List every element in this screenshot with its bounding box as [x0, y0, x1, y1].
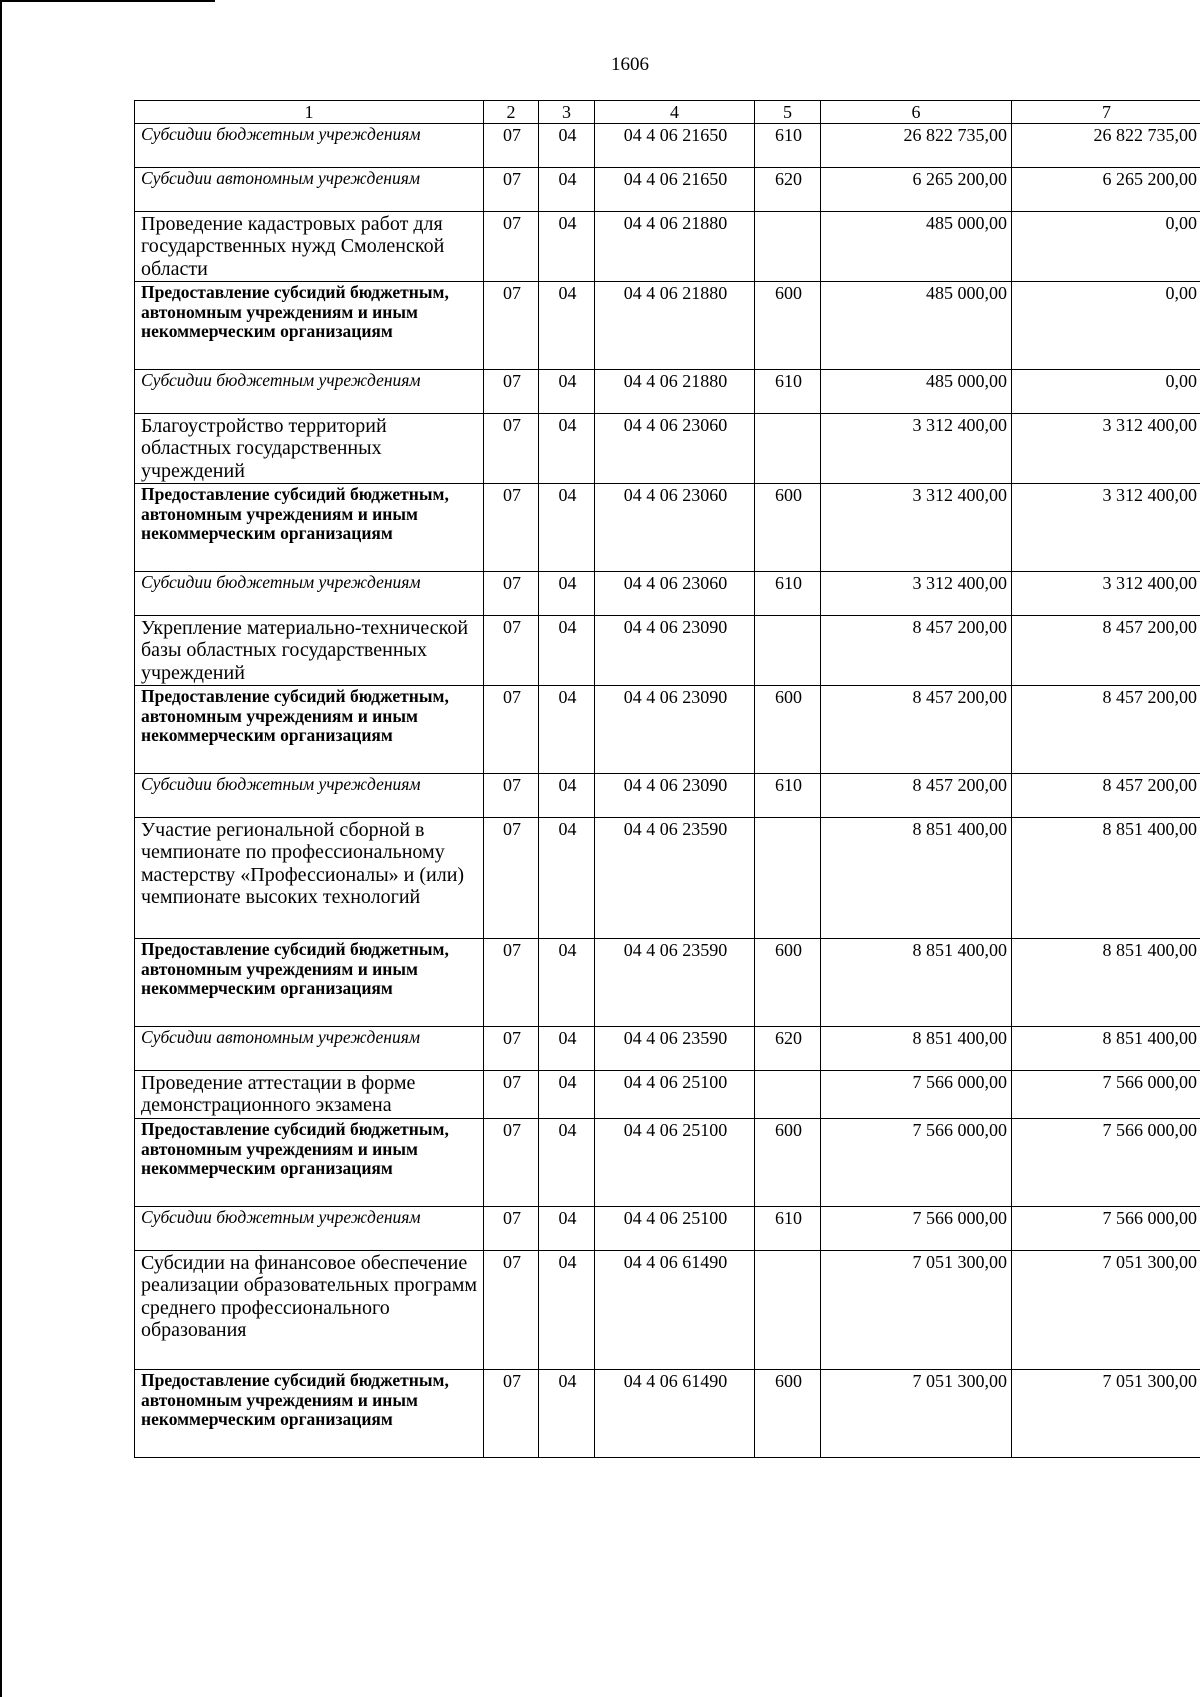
row-amount-year-2: 8 457 200,00	[1012, 774, 1200, 818]
row-amount-year-1: 8 457 200,00	[821, 774, 1012, 818]
row-section: 07	[484, 212, 539, 282]
row-amount-year-2: 26 822 735,00	[1012, 124, 1200, 168]
row-amount-year-2: 7 051 300,00	[1012, 1251, 1200, 1370]
row-amount-year-2: 7 566 000,00	[1012, 1071, 1200, 1119]
row-subsection: 04	[539, 1251, 595, 1370]
row-expense-type: 610	[755, 1207, 821, 1251]
budget-table-body	[135, 124, 1200, 1458]
row-section: 07	[484, 414, 539, 484]
row-amount-year-2: 3 312 400,00	[1012, 572, 1200, 616]
row-expense-type: 610	[755, 124, 821, 168]
row-amount-year-2: 3 312 400,00	[1012, 414, 1200, 484]
table-row	[135, 572, 1200, 616]
row-expense-type	[755, 414, 821, 484]
table-row	[135, 484, 1200, 572]
row-section: 07	[484, 124, 539, 168]
table-row	[135, 818, 1200, 939]
row-target-code: 04 4 06 23090	[595, 686, 755, 774]
table-row	[135, 1370, 1200, 1458]
row-amount-year-1: 8 457 200,00	[821, 686, 1012, 774]
row-section: 07	[484, 939, 539, 1027]
row-amount-year-1: 8 851 400,00	[821, 818, 1012, 939]
row-amount-year-2: 3 312 400,00	[1012, 484, 1200, 572]
row-subsection: 04	[539, 414, 595, 484]
column-header-6: 6	[821, 101, 1012, 124]
table-row	[135, 1207, 1200, 1251]
row-amount-year-2: 7 051 300,00	[1012, 1370, 1200, 1458]
row-name: Предоставление субсидий бюджетным, автономным учреждениям и иным некоммерческим организациям	[135, 1370, 484, 1458]
row-expense-type: 610	[755, 774, 821, 818]
row-subsection: 04	[539, 370, 595, 414]
table-row	[135, 370, 1200, 414]
row-section: 07	[484, 1207, 539, 1251]
row-amount-year-1: 6 265 200,00	[821, 168, 1012, 212]
row-amount-year-2: 6 265 200,00	[1012, 168, 1200, 212]
row-amount-year-1: 3 312 400,00	[821, 572, 1012, 616]
row-name: Предоставление субсидий бюджетным, автономным учреждениям и иным некоммерческим организациям	[135, 484, 484, 572]
row-subsection: 04	[539, 1027, 595, 1071]
row-amount-year-1: 7 051 300,00	[821, 1370, 1012, 1458]
row-name: Субсидии бюджетным учреждениям	[135, 774, 484, 818]
row-target-code: 04 4 06 61490	[595, 1251, 755, 1370]
row-target-code: 04 4 06 25100	[595, 1207, 755, 1251]
row-subsection: 04	[539, 1207, 595, 1251]
row-target-code: 04 4 06 21880	[595, 212, 755, 282]
table-row	[135, 1027, 1200, 1071]
row-expense-type	[755, 1251, 821, 1370]
table-row	[135, 939, 1200, 1027]
row-name: Субсидии бюджетным учреждениям	[135, 370, 484, 414]
table-row	[135, 616, 1200, 686]
row-section: 07	[484, 1027, 539, 1071]
row-amount-year-2: 0,00	[1012, 212, 1200, 282]
row-subsection: 04	[539, 124, 595, 168]
page-number: 1606	[611, 54, 649, 75]
row-subsection: 04	[539, 686, 595, 774]
row-name: Субсидии бюджетным учреждениям	[135, 572, 484, 616]
row-amount-year-1: 7 566 000,00	[821, 1207, 1012, 1251]
row-section: 07	[484, 774, 539, 818]
column-header-1: 1	[135, 101, 484, 124]
table-row	[135, 774, 1200, 818]
row-target-code: 04 4 06 23060	[595, 484, 755, 572]
row-expense-type: 600	[755, 282, 821, 370]
row-target-code: 04 4 06 23590	[595, 1027, 755, 1071]
row-expense-type: 610	[755, 370, 821, 414]
row-subsection: 04	[539, 1071, 595, 1119]
row-target-code: 04 4 06 23090	[595, 774, 755, 818]
row-target-code: 04 4 06 21880	[595, 370, 755, 414]
row-subsection: 04	[539, 616, 595, 686]
row-target-code: 04 4 06 23090	[595, 616, 755, 686]
scan-edge-top	[0, 0, 215, 2]
row-amount-year-2: 0,00	[1012, 370, 1200, 414]
row-amount-year-1: 3 312 400,00	[821, 484, 1012, 572]
row-target-code: 04 4 06 23590	[595, 818, 755, 939]
table-row	[135, 686, 1200, 774]
row-amount-year-2: 7 566 000,00	[1012, 1119, 1200, 1207]
row-target-code: 04 4 06 61490	[595, 1370, 755, 1458]
row-expense-type: 600	[755, 939, 821, 1027]
row-amount-year-1: 8 457 200,00	[821, 616, 1012, 686]
budget-table	[134, 100, 1200, 1458]
row-amount-year-2: 8 457 200,00	[1012, 616, 1200, 686]
row-name: Проведение аттестации в форме демонстрационного экзамена	[135, 1071, 484, 1119]
row-section: 07	[484, 282, 539, 370]
row-name: Предоставление субсидий бюджетным, автономным учреждениям и иным некоммерческим организациям	[135, 282, 484, 370]
row-subsection: 04	[539, 1119, 595, 1207]
row-amount-year-1: 26 822 735,00	[821, 124, 1012, 168]
row-section: 07	[484, 1370, 539, 1458]
row-amount-year-1: 485 000,00	[821, 282, 1012, 370]
table-row	[135, 124, 1200, 168]
scan-edge-left	[0, 0, 2, 1697]
row-amount-year-1: 7 566 000,00	[821, 1119, 1012, 1207]
row-subsection: 04	[539, 818, 595, 939]
row-name: Субсидии автономным учреждениям	[135, 168, 484, 212]
row-amount-year-2: 0,00	[1012, 282, 1200, 370]
row-name: Укрепление материально-технической базы областных государственных учреждений	[135, 616, 484, 686]
row-expense-type	[755, 818, 821, 939]
row-name: Субсидии автономным учреждениям	[135, 1027, 484, 1071]
row-subsection: 04	[539, 212, 595, 282]
row-amount-year-2: 8 851 400,00	[1012, 939, 1200, 1027]
table-row	[135, 168, 1200, 212]
row-target-code: 04 4 06 21880	[595, 282, 755, 370]
row-target-code: 04 4 06 25100	[595, 1071, 755, 1119]
row-name: Субсидии бюджетным учреждениям	[135, 1207, 484, 1251]
row-subsection: 04	[539, 484, 595, 572]
row-expense-type	[755, 212, 821, 282]
column-header-5: 5	[755, 101, 821, 124]
row-amount-year-1: 8 851 400,00	[821, 939, 1012, 1027]
row-amount-year-2: 7 566 000,00	[1012, 1207, 1200, 1251]
column-header-4: 4	[595, 101, 755, 124]
row-expense-type: 600	[755, 686, 821, 774]
row-section: 07	[484, 818, 539, 939]
row-amount-year-1: 8 851 400,00	[821, 1027, 1012, 1071]
row-target-code: 04 4 06 25100	[595, 1119, 755, 1207]
row-target-code: 04 4 06 23060	[595, 572, 755, 616]
row-target-code: 04 4 06 21650	[595, 124, 755, 168]
row-section: 07	[484, 1119, 539, 1207]
row-expense-type	[755, 1071, 821, 1119]
row-target-code: 04 4 06 23060	[595, 414, 755, 484]
row-subsection: 04	[539, 939, 595, 1027]
row-section: 07	[484, 686, 539, 774]
row-target-code: 04 4 06 21650	[595, 168, 755, 212]
row-subsection: 04	[539, 282, 595, 370]
row-expense-type: 600	[755, 484, 821, 572]
table-row	[135, 1251, 1200, 1370]
row-expense-type: 600	[755, 1370, 821, 1458]
row-name: Субсидии на финансовое обеспечение реализации образовательных программ среднего профессионального образования	[135, 1251, 484, 1370]
row-name: Предоставление субсидий бюджетным, автономным учреждениям и иным некоммерческим организациям	[135, 1119, 484, 1207]
table-row	[135, 212, 1200, 282]
row-amount-year-1: 485 000,00	[821, 370, 1012, 414]
row-name: Благоустройство территорий областных государственных учреждений	[135, 414, 484, 484]
row-name: Предоставление субсидий бюджетным, автономным учреждениям и иным некоммерческим организациям	[135, 939, 484, 1027]
row-subsection: 04	[539, 572, 595, 616]
row-name: Участие региональной сборной в чемпионате по профессиональному мастерству «Профессионалы» и (или) чемпионате высоких технологий	[135, 818, 484, 939]
row-name: Субсидии бюджетным учреждениям	[135, 124, 484, 168]
row-amount-year-2: 8 457 200,00	[1012, 686, 1200, 774]
column-header-7: 7	[1012, 101, 1200, 124]
table-row	[135, 1119, 1200, 1207]
row-expense-type: 620	[755, 1027, 821, 1071]
row-amount-year-1: 485 000,00	[821, 212, 1012, 282]
row-section: 07	[484, 1251, 539, 1370]
table-row	[135, 414, 1200, 484]
column-header-2: 2	[484, 101, 539, 124]
row-amount-year-1: 7 051 300,00	[821, 1251, 1012, 1370]
row-expense-type	[755, 616, 821, 686]
row-section: 07	[484, 1071, 539, 1119]
row-amount-year-1: 3 312 400,00	[821, 414, 1012, 484]
row-section: 07	[484, 484, 539, 572]
row-amount-year-1: 7 566 000,00	[821, 1071, 1012, 1119]
row-section: 07	[484, 572, 539, 616]
row-section: 07	[484, 616, 539, 686]
row-subsection: 04	[539, 774, 595, 818]
row-amount-year-2: 8 851 400,00	[1012, 1027, 1200, 1071]
row-expense-type: 620	[755, 168, 821, 212]
row-expense-type: 600	[755, 1119, 821, 1207]
row-section: 07	[484, 370, 539, 414]
row-subsection: 04	[539, 1370, 595, 1458]
row-amount-year-2: 8 851 400,00	[1012, 818, 1200, 939]
row-expense-type: 610	[755, 572, 821, 616]
table-row	[135, 1071, 1200, 1119]
column-header-3: 3	[539, 101, 595, 124]
table-row	[135, 282, 1200, 370]
row-section: 07	[484, 168, 539, 212]
header-row	[135, 101, 1200, 124]
row-subsection: 04	[539, 168, 595, 212]
row-name: Предоставление субсидий бюджетным, автономным учреждениям и иным некоммерческим организациям	[135, 686, 484, 774]
row-target-code: 04 4 06 23590	[595, 939, 755, 1027]
row-name: Проведение кадастровых работ для государственных нужд Смоленской области	[135, 212, 484, 282]
